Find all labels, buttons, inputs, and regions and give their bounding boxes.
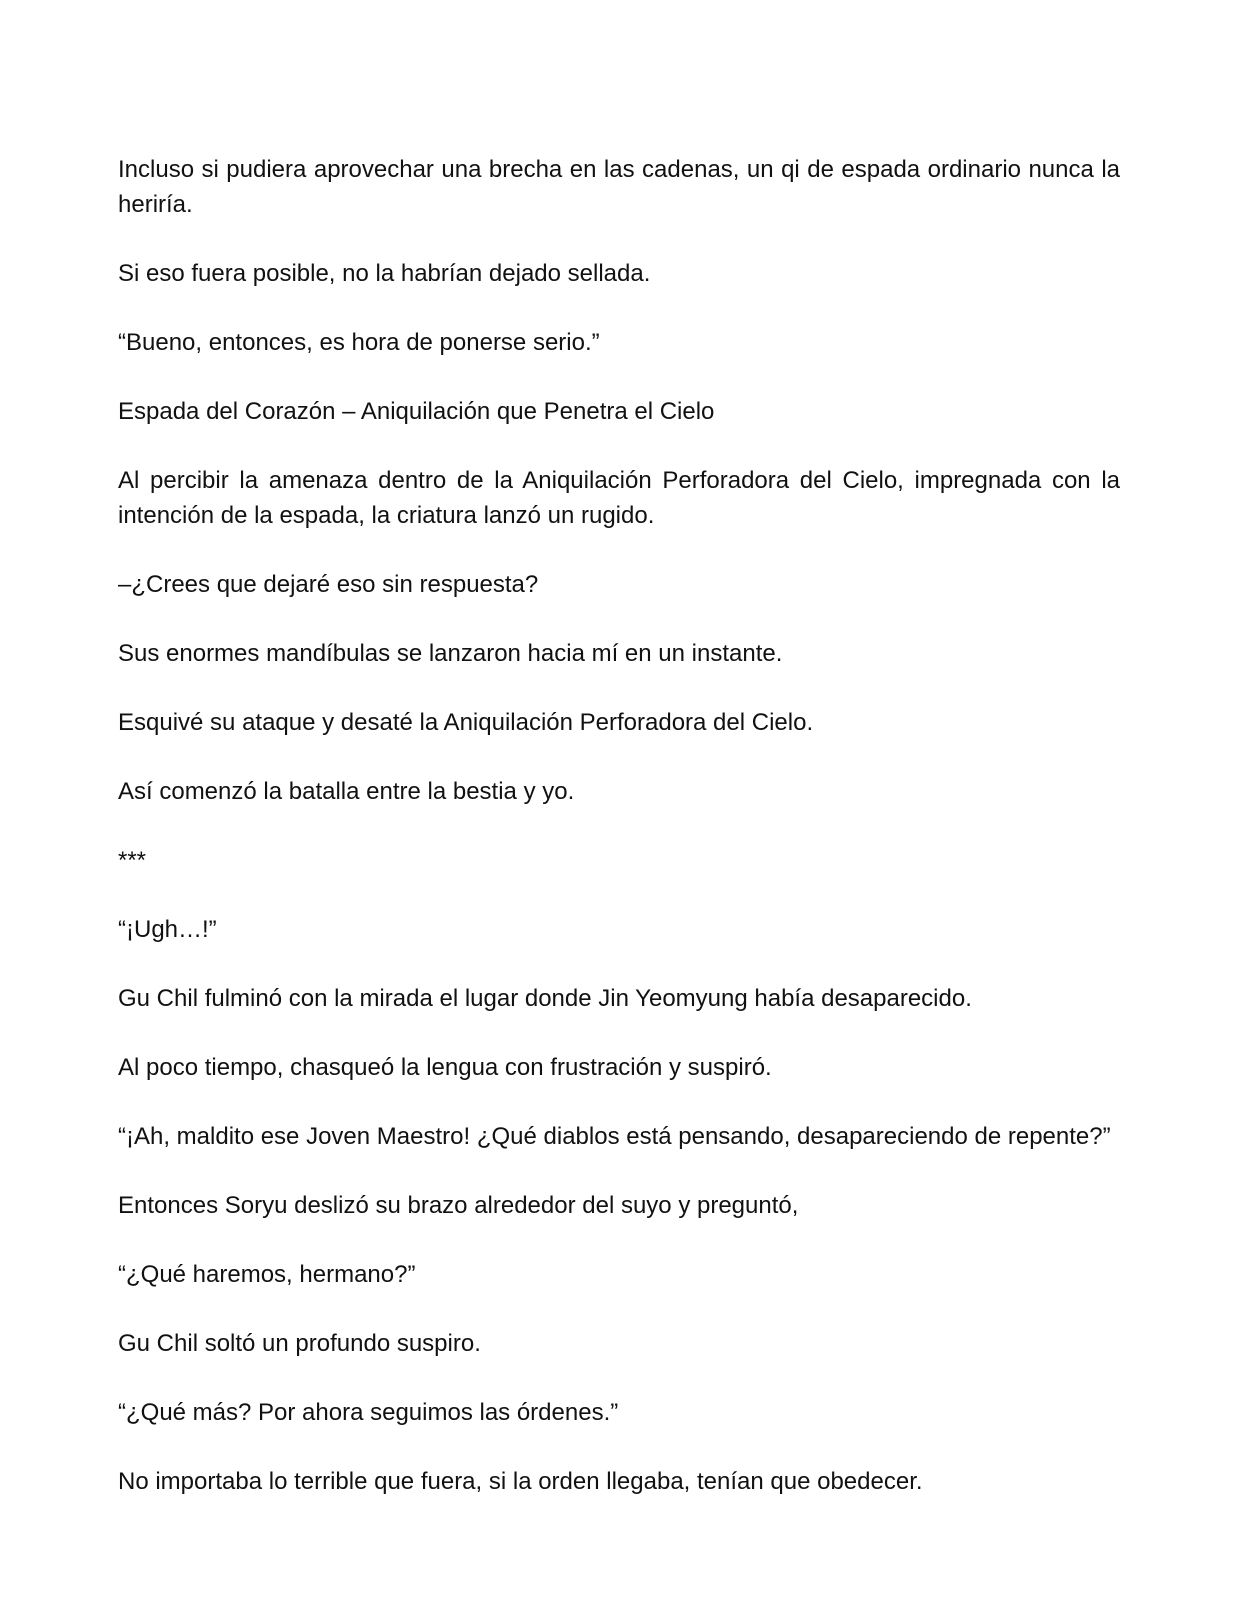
paragraph-14: “¡Ah, maldito ese Joven Maestro! ¿Qué diablos está pensando, desapareciendo de repente?” [118, 1123, 1111, 1150]
paragraph-13: Al poco tiempo, chasqueó la lengua con frustración y suspiró. [118, 1054, 772, 1081]
paragraph-5: Al percibir la amenaza dentro de la Aniquilación Perforadora del Cielo, impregnada con la intención de la espada, la criatura lanzó un rugido. [118, 467, 1120, 529]
paragraph-6: –¿Crees que dejaré eso sin respuesta? [118, 571, 539, 598]
paragraph-12: Gu Chil fulminó con la mirada el lugar donde Jin Yeomyung había desaparecido. [118, 985, 972, 1012]
paragraph-9: Así comenzó la batalla entre la bestia y yo. [118, 778, 575, 805]
paragraph-17: Gu Chil soltó un profundo suspiro. [118, 1330, 481, 1357]
body-text [118, 152, 1120, 1533]
paragraph-3: “Bueno, entonces, es hora de ponerse serio.” [118, 329, 600, 356]
paragraph-18: “¿Qué más? Por ahora seguimos las órdenes.” [118, 1399, 619, 1426]
paragraph-19: No importaba lo terrible que fuera, si la orden llegaba, tenían que obedecer. [118, 1468, 923, 1495]
paragraph-15: Entonces Soryu deslizó su brazo alrededor del suyo y preguntó, [118, 1192, 799, 1219]
paragraph-8: Esquivé su ataque y desaté la Aniquilación Perforadora del Cielo. [118, 709, 814, 736]
paragraph-11: “¡Ugh…!” [118, 916, 217, 943]
paragraph-16: “¿Qué haremos, hermano?” [118, 1261, 416, 1288]
paragraph-4: Espada del Corazón – Aniquilación que Penetra el Cielo [118, 398, 715, 425]
paragraph-2: Si eso fuera posible, no la habrían dejado sellada. [118, 260, 651, 287]
scene-break: *** [118, 847, 147, 874]
paragraph-7: Sus enormes mandíbulas se lanzaron hacia mí en un instante. [118, 640, 783, 667]
paragraph-1: Incluso si pudiera aprovechar una brecha en las cadenas, un qi de espada ordinario nunca la heriría. [118, 156, 1120, 218]
